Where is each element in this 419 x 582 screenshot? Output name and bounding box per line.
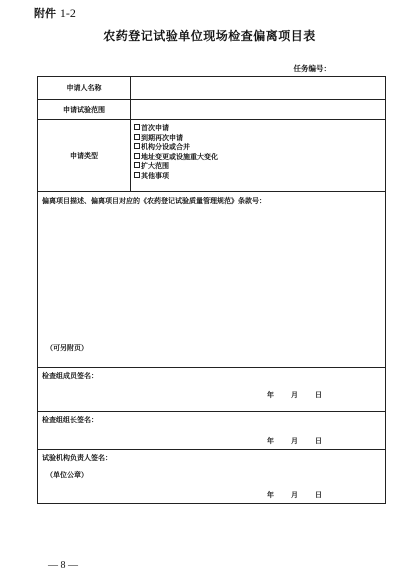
application-type-label: 申请类型 (38, 120, 131, 192)
application-type-options (131, 120, 386, 192)
attach-note: （可另附页） (46, 343, 88, 352)
checkbox-icon[interactable] (134, 172, 140, 178)
row-inspector-signature (38, 368, 386, 412)
applicant-name-label: 申请人名称 (38, 77, 131, 100)
option-renewal[interactable]: 到期再次申请 (134, 133, 385, 143)
deviation-description-label: 偏离项目描述、偏离项目对应的《农药登记试验质量管理规范》条款号： (42, 196, 266, 205)
institution-sign-label: 试验机构负责人签名： (42, 453, 112, 462)
applicant-name-field[interactable] (131, 77, 386, 100)
row-application-type (38, 120, 386, 192)
option-address-change[interactable]: 地址变更或设施重大变化 (134, 152, 385, 162)
test-scope-field[interactable] (131, 100, 386, 120)
option-other[interactable]: 其他事项 (134, 171, 385, 181)
annex-text: 附件 (34, 7, 56, 20)
leader-date: 年 月 日 (267, 436, 322, 445)
option-first-application[interactable]: 首次申请 (134, 123, 385, 133)
annex-label (34, 5, 76, 21)
checkbox-icon[interactable] (134, 124, 140, 130)
checkbox-icon[interactable] (134, 162, 140, 168)
institution-date: 年 月 日 (267, 490, 322, 499)
checkbox-icon[interactable] (134, 134, 140, 140)
task-number-label: 任务编号： (293, 64, 331, 73)
option-expand-scope[interactable]: 扩大范围 (134, 161, 385, 171)
checkbox-icon[interactable] (134, 143, 140, 149)
row-applicant-name (38, 77, 386, 100)
row-test-scope (38, 100, 386, 120)
row-leader-signature (38, 412, 386, 450)
inspector-sign-label: 检查组成员签名： (42, 371, 98, 380)
row-institution-signature (38, 450, 386, 504)
inspector-date: 年 月 日 (267, 390, 322, 399)
inspector-signature-field[interactable] (38, 368, 386, 412)
page-number: — 8 — (48, 560, 78, 571)
checkbox-icon[interactable] (134, 153, 140, 159)
deviation-description-field[interactable] (38, 192, 386, 368)
row-deviation-description (38, 192, 386, 368)
annex-number: 1-2 (59, 6, 76, 20)
option-split-merge[interactable]: 机构分设或合并 (134, 142, 385, 152)
institution-signature-field[interactable] (38, 450, 386, 504)
test-scope-label: 申请试验范围 (38, 100, 131, 120)
leader-signature-field[interactable] (38, 412, 386, 450)
seal-label: （单位公章） (46, 470, 88, 479)
page-title: 农药登记试验单位现场检查偏离项目表 (103, 29, 316, 43)
deviation-form-table (37, 76, 386, 504)
leader-sign-label: 检查组组长签名： (42, 415, 98, 424)
